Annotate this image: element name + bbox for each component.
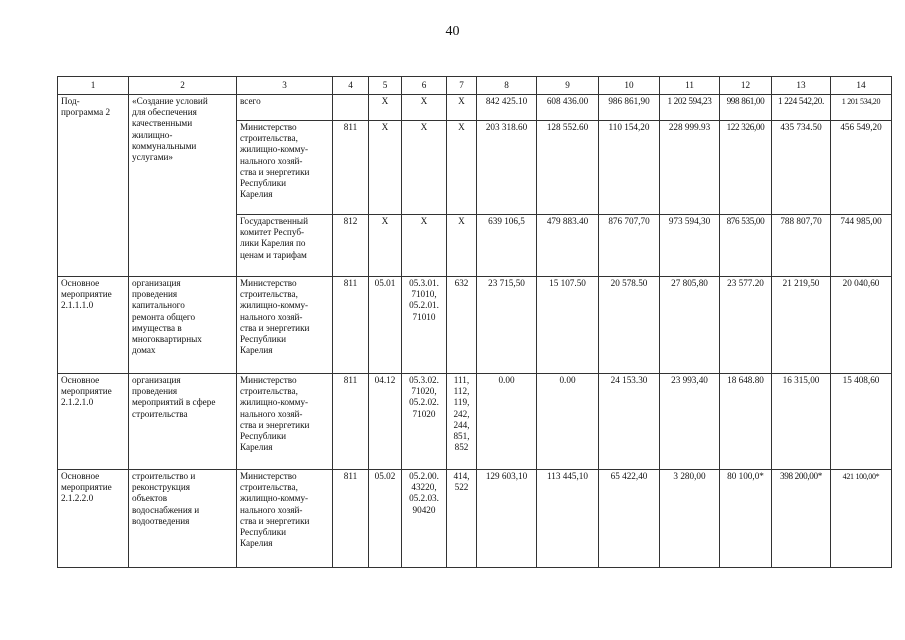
value-cell: 18 648.80 [720, 374, 772, 470]
table-row [58, 277, 892, 374]
value-cell: 1 202 594,23 [660, 95, 720, 121]
rz-cell: X [369, 95, 402, 121]
grbs-cell: 811 [333, 470, 369, 568]
value-cell: 0.00 [477, 374, 537, 470]
value-cell: 20 040,60 [831, 277, 892, 374]
csr-cell: 05.3.02. 71020, 05.2.02. 71020 [402, 374, 447, 470]
measure-title: организация проведения мероприятий в сфере строительства [129, 374, 237, 470]
value-cell: 998 861,00 [720, 95, 772, 121]
value-cell: 398 200,00* [772, 470, 831, 568]
value-cell: 203 318.60 [477, 121, 537, 215]
value-cell: 128 552.60 [537, 121, 599, 215]
executor-cell: Министерство строительства, жилищно-комму- нального хозяй- ства и энергетики Республики Карелия [237, 374, 333, 470]
vr-cell: X [447, 215, 477, 277]
table-row [58, 374, 892, 470]
grbs-cell [333, 95, 369, 121]
value-cell: 110 154,20 [599, 121, 660, 215]
measure-name: Основное мероприятие 2.1.2.1.0 [58, 374, 129, 470]
value-cell: 435 734.50 [772, 121, 831, 215]
value-cell: 744 985,00 [831, 215, 892, 277]
csr-cell: 05.3.01. 71010, 05.2.01. 71010 [402, 277, 447, 374]
header-cell: 2 [129, 77, 237, 95]
csr-cell: X [402, 215, 447, 277]
page-number: 40 [445, 24, 460, 39]
grbs-cell: 811 [333, 277, 369, 374]
header-cell: 5 [369, 77, 402, 95]
value-cell: 129 603,10 [477, 470, 537, 568]
measure-title: организация проведения капитального ремонта общего имущества в многоквартирных домах [129, 277, 237, 374]
header-cell: 13 [772, 77, 831, 95]
header-cell: 1 [58, 77, 129, 95]
value-cell: 876 535,00 [720, 215, 772, 277]
value-cell: 608 436.00 [537, 95, 599, 121]
executor-cell: Государственный комитет Респуб- лики Карелия по ценам и тарифам [237, 215, 333, 277]
value-cell: 15 408,60 [831, 374, 892, 470]
executor-cell: Министерство строительства, жилищно-комму- нального хозяй- ства и энергетики Республики Карелия [237, 277, 333, 374]
value-cell: 21 219,50 [772, 277, 831, 374]
value-cell: 228 999.93 [660, 121, 720, 215]
measure-name: Основное мероприятие 2.1.2.2.0 [58, 470, 129, 568]
value-cell: 456 549,20 [831, 121, 892, 215]
value-cell: 788 807,70 [772, 215, 831, 277]
rz-cell: X [369, 121, 402, 215]
csr-cell: 05.2.00. 43220, 05.2.03. 90420 [402, 470, 447, 568]
value-cell: 27 805,80 [660, 277, 720, 374]
executor-cell: Министерство строительства, жилищно-комму- нального хозяй- ства и энергетики Республики Карелия [237, 470, 333, 568]
value-cell: 876 707,70 [599, 215, 660, 277]
header-cell: 14 [831, 77, 892, 95]
measure-title: строительство и реконструкция объектов водоснабжения и водоотведения [129, 470, 237, 568]
value-cell: 3 280,00 [660, 470, 720, 568]
rz-cell: X [369, 215, 402, 277]
value-cell: 639 106,5 [477, 215, 537, 277]
rz-cell: 04.12 [369, 374, 402, 470]
header-cell: 11 [660, 77, 720, 95]
vr-cell: 111, 112, 119, 242, 244, 851, 852 [447, 374, 477, 470]
header-cell: 7 [447, 77, 477, 95]
value-cell: 24 153.30 [599, 374, 660, 470]
csr-cell: X [402, 95, 447, 121]
value-cell: 113 445,10 [537, 470, 599, 568]
value-cell: 23 577.20 [720, 277, 772, 374]
value-cell: 23 715,50 [477, 277, 537, 374]
vr-cell: 414, 522 [447, 470, 477, 568]
grbs-cell: 812 [333, 215, 369, 277]
value-cell: 1 224 542,20. [772, 95, 831, 121]
table-row [58, 95, 892, 121]
vr-cell: X [447, 95, 477, 121]
value-cell: 80 100,0* [720, 470, 772, 568]
header-cell: 8 [477, 77, 537, 95]
grbs-cell: 811 [333, 374, 369, 470]
measure-name: Основное мероприятие 2.1.1.1.0 [58, 277, 129, 374]
csr-cell: X [402, 121, 447, 215]
value-cell: 842 425.10 [477, 95, 537, 121]
subprogram-name: Под- программа 2 [58, 95, 129, 277]
value-cell: 973 594,30 [660, 215, 720, 277]
rz-cell: 05.01 [369, 277, 402, 374]
header-cell: 10 [599, 77, 660, 95]
header-cell: 9 [537, 77, 599, 95]
value-cell: 16 315,00 [772, 374, 831, 470]
executor-cell: Министерство строительства, жилищно-комму- нального хозяй- ства и энергетики Республики Карелия [237, 121, 333, 215]
vr-cell: 632 [447, 277, 477, 374]
value-cell: 122 326,00 [720, 121, 772, 215]
rz-cell: 05.02 [369, 470, 402, 568]
grbs-cell: 811 [333, 121, 369, 215]
executor-cell: всего [237, 95, 333, 121]
subprogram-title: «Создание условий для обеспечения качественными жилищно- коммунальными услугами» [129, 95, 237, 277]
header-row [58, 77, 892, 95]
header-cell: 3 [237, 77, 333, 95]
budget-table [57, 76, 892, 568]
value-cell: 23 993,40 [660, 374, 720, 470]
value-cell: 0.00 [537, 374, 599, 470]
value-cell: 15 107.50 [537, 277, 599, 374]
header-cell: 6 [402, 77, 447, 95]
value-cell: 421 100,00* [831, 470, 892, 568]
value-cell: 986 861,90 [599, 95, 660, 121]
vr-cell: X [447, 121, 477, 215]
table-row [58, 470, 892, 568]
value-cell: 20 578.50 [599, 277, 660, 374]
header-cell: 4 [333, 77, 369, 95]
value-cell: 1 201 534,20 [831, 95, 892, 121]
value-cell: 479 883.40 [537, 215, 599, 277]
header-cell: 12 [720, 77, 772, 95]
value-cell: 65 422,40 [599, 470, 660, 568]
